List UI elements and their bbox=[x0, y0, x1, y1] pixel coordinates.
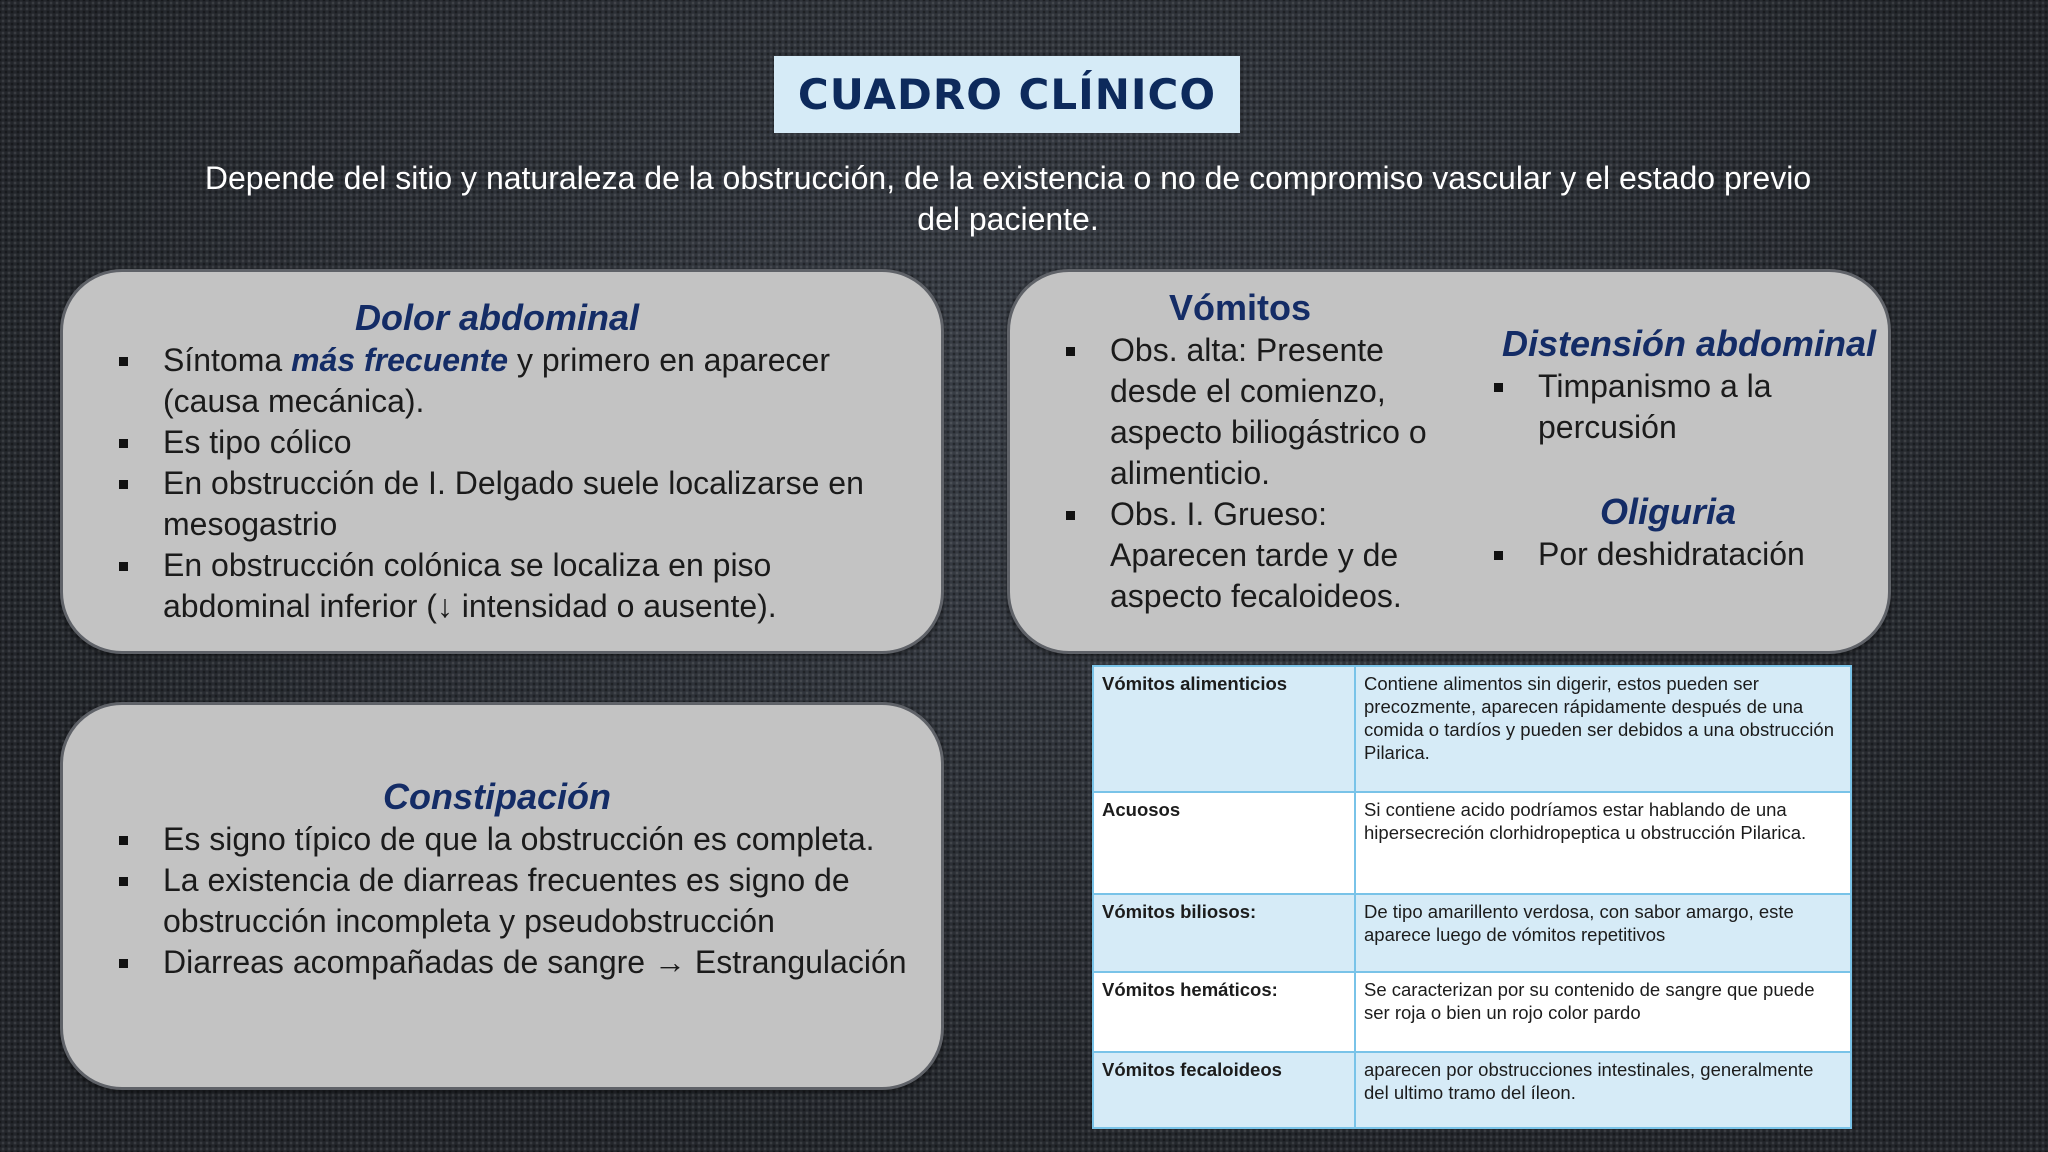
table-row bbox=[1093, 894, 1851, 972]
dolor-item-1-pre: Síntoma bbox=[163, 342, 292, 378]
slide-subtitle: Depende del sitio y naturaleza de la obstrucción, de la existencia o no de compromiso vascular y el estado previo del paciente. bbox=[204, 160, 1812, 237]
oliguria-item-1: Por deshidratación bbox=[1458, 534, 1878, 575]
table-row bbox=[1093, 1052, 1851, 1128]
table-cell-name: Vómitos alimenticios bbox=[1093, 666, 1355, 792]
constipacion-item-2: La existencia de diarreas frecuentes es signo de obstrucción incompleta y pseudobstrucción bbox=[83, 860, 911, 942]
table-cell-name: Vómitos fecaloideos bbox=[1093, 1052, 1355, 1128]
table-row bbox=[1093, 792, 1851, 894]
panel-dolor-abdominal bbox=[60, 269, 944, 654]
constipacion-item-1: Es signo típico de que la obstrucción es completa. bbox=[83, 819, 911, 860]
dolor-heading: Dolor abdominal bbox=[354, 297, 639, 338]
vomitos-item-1: Obs. alta: Presente desde el comienzo, aspecto biliogástrico o alimenticio. bbox=[1030, 330, 1450, 494]
table-cell-desc: Si contiene acido podríamos estar hablando de una hipersecreción clorhidropeptica u obstrucción Pilarica. bbox=[1355, 792, 1851, 894]
vomitos-table-image bbox=[1092, 665, 1852, 1127]
distension-item-1: Timpanismo a la percusión bbox=[1458, 366, 1878, 448]
panel-vomitos bbox=[1007, 269, 1891, 654]
distension-heading: Distensión abdominal bbox=[1502, 323, 1877, 364]
vomitos-column bbox=[1030, 286, 1450, 617]
table-row bbox=[1093, 666, 1851, 792]
table-cell-desc: aparecen por obstrucciones intestinales, generalmente del ultimo tramo del íleon. bbox=[1355, 1052, 1851, 1128]
vomitos-list bbox=[1030, 330, 1450, 617]
table-cell-desc: Se caracterizan por su contenido de sangre que puede ser roja o bien un rojo color pardo bbox=[1355, 972, 1851, 1052]
vomitos-heading: Vómitos bbox=[1168, 287, 1311, 328]
table-cell-name: Vómitos hemáticos: bbox=[1093, 972, 1355, 1052]
dolor-list bbox=[83, 340, 911, 627]
panel-constipacion bbox=[60, 702, 944, 1090]
dolor-item-4: En obstrucción colónica se localiza en piso abdominal inferior (↓ intensidad o ausente). bbox=[83, 545, 911, 627]
table-cell-desc: De tipo amarillento verdosa, con sabor amargo, este aparece luego de vómitos repetitivos bbox=[1355, 894, 1851, 972]
constipacion-list bbox=[83, 819, 911, 983]
dolor-item-3: En obstrucción de I. Delgado suele localizarse en mesogastrio bbox=[83, 463, 911, 545]
spacer bbox=[1458, 448, 1878, 490]
distension-list bbox=[1458, 366, 1878, 448]
table-cell-desc: Contiene alimentos sin digerir, estos pueden ser precozmente, aparecen rápidamente después de una comida o tardíos y pueden ser debidos a una obstrucción Pilarica. bbox=[1355, 666, 1851, 792]
table-row bbox=[1093, 972, 1851, 1052]
vomitos-table bbox=[1092, 665, 1852, 1129]
oliguria-heading: Oliguria bbox=[1599, 491, 1737, 532]
table-cell-name: Vómitos biliosos: bbox=[1093, 894, 1355, 972]
vomitos-item-2: Obs. I. Grueso: Aparecen tarde y de aspecto fecaloideos. bbox=[1030, 494, 1450, 617]
table-cell-name: Acuosos bbox=[1093, 792, 1355, 894]
dolor-item-1 bbox=[83, 340, 911, 422]
title-box bbox=[774, 56, 1240, 133]
dolor-item-1-post: y primero en aparecer (causa mecánica). bbox=[163, 342, 830, 419]
constipacion-heading: Constipación bbox=[382, 776, 611, 817]
dolor-item-2: Es tipo cólico bbox=[83, 422, 911, 463]
constipacion-item-3: Diarreas acompañadas de sangre → Estrangulación bbox=[83, 942, 911, 983]
oliguria-list bbox=[1458, 534, 1878, 575]
slide-title: CUADRO CLÍNICO bbox=[797, 70, 1217, 119]
dolor-item-1-emph: más frecuente bbox=[291, 342, 509, 378]
side-column bbox=[1458, 322, 1878, 575]
